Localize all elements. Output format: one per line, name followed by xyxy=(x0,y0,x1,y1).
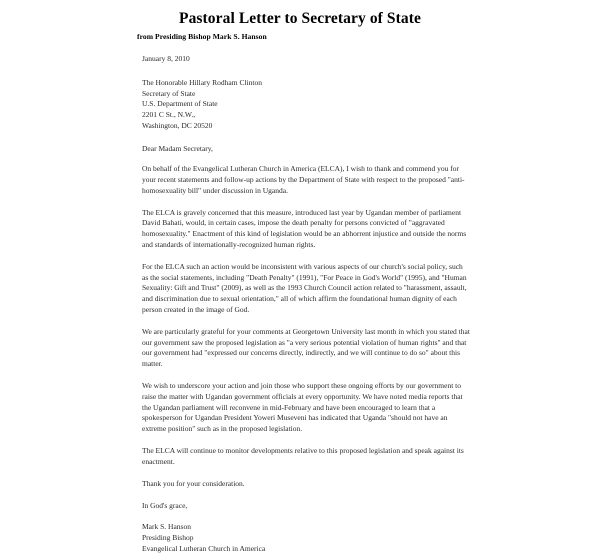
recipient-address xyxy=(142,78,470,131)
closing-line: In God's grace, xyxy=(142,501,188,511)
body-paragraph: The ELCA is gravely concerned that this measure, introduced last year by Ugandan member of parliament David Bahati, would, in certain cases, impose the death penalty for persons convicted of "aggravated homosexuality." Enactment of this kind of legislation would be an abhorrent injustice and outside the norms and standards of internationally-recognized human rights. xyxy=(142,207,467,249)
signature-block xyxy=(142,522,470,554)
recipient-line-4: 2201 C St., N.W., xyxy=(142,109,196,119)
salutation: Dear Madam Secretary, xyxy=(142,144,213,154)
recipient-line-1: The Honorable Hillary Rodham Clinton xyxy=(142,78,262,87)
body-paragraph: The ELCA will continue to monitor developments relative to this proposed legislation and speak against its enactment. xyxy=(142,445,464,466)
signer-role: Presiding Bishop xyxy=(142,532,194,542)
letter-date: January 8, 2010 xyxy=(142,54,190,63)
page-title: Pastoral Letter to Secretary of State xyxy=(179,10,421,27)
signer-organization: Evangelical Lutheran Church in America xyxy=(142,543,266,553)
body-paragraph: For the ELCA such an action would be inconsistent with various aspects of our church's social policy, such as the social statements, including "Death Penalty" (1991), "For Peace in God's World" (1995), and "Human Sexuality: Gift and Trust" (2009), as well as the 1993 Church Council action related to "harassment, assault, and discrimination due to sexual orientation," all of which affirm the foundational human dignity of each person created in the image of God. xyxy=(142,261,467,314)
body-paragraph: Thank you for your consideration. xyxy=(142,478,245,488)
page-subtitle: from Presiding Bishop Mark S. Hanson xyxy=(137,32,267,41)
recipient-line-3: U.S. Department of State xyxy=(142,99,218,109)
recipient-line-2: Secretary of State xyxy=(142,88,196,98)
recipient-line-5: Washington, DC 20520 xyxy=(142,120,213,130)
body-paragraph: We wish to underscore your action and join those who support these ongoing efforts by our government to raise the matter with Ugandan government officials at every opportunity. We have noted media reports that the Ugandan parliament will reconvene in mid-February and have been encouraged to learn that a spokesperson for Ugandan President Yoweri Museveni has indicated that Uganda "should not have an extreme position" such as in the proposed legislation. xyxy=(142,380,463,434)
letter-body xyxy=(0,54,600,554)
body-paragraph: On behalf of the Evangelical Lutheran Church in America (ELCA), I wish to thank and commend you for your recent statements and follow-up actions by the Department of State with respect to the proposed "anti-homosexuality bill" under discussion in Uganda. xyxy=(142,164,465,195)
signer-name: Mark S. Hanson xyxy=(142,522,191,532)
body-paragraph: We are particularly grateful for your comments at Georgetown University last month in which you stated that our government saw the proposed legislation as "a very serious potential violation of human rights" and that our government had "expressed our concerns directly, indirectly, and we will continue to do so" about this matter. xyxy=(142,326,470,369)
